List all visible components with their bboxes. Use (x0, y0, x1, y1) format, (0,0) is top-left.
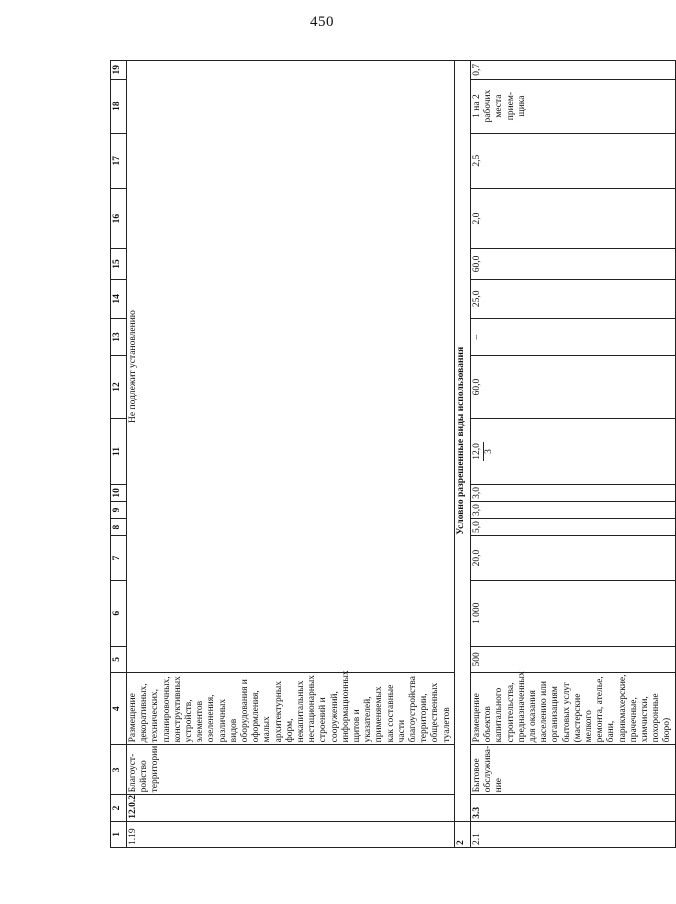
description-cell: Размещение объектов капитального строительства, предназначенных для оказания населению или организациям бытовых услуг (мастерские мелкого ремонта, ателье, бани, парикмахерские, прачечные, химчистки, похоронные бюро) (470, 673, 675, 745)
value-cell: 60,0 (470, 249, 675, 279)
header-cell: 9 (111, 501, 127, 518)
header-cell: 16 (111, 188, 127, 249)
fraction-cell (470, 419, 675, 485)
section-number-cell: 2 (454, 821, 470, 847)
value-cell: 2,5 (470, 133, 675, 188)
header-cell: 14 (111, 279, 127, 318)
fraction-denominator: 3 (484, 449, 495, 454)
value-cell: 5,0 (470, 519, 675, 536)
header-cell: 15 (111, 249, 127, 279)
header-cell: 5 (111, 646, 127, 672)
header-cell: 6 (111, 580, 127, 646)
row-number-cell: 2.1 (470, 821, 675, 847)
header-row (111, 61, 127, 848)
header-cell: 17 (111, 133, 127, 188)
table-row (470, 61, 675, 848)
parking-cell: 1 на 2 рабочих места прием-щика (470, 79, 675, 133)
value-cell: 0,7 (470, 61, 675, 80)
fraction (472, 442, 495, 461)
code-cell: 12.0.2 (127, 795, 455, 821)
value-cell: – (470, 319, 675, 356)
use-type-cell: Бытовое обслужива-ние (470, 745, 675, 795)
header-cell: 11 (111, 419, 127, 485)
header-cell: 18 (111, 79, 127, 133)
section-title: Условно разрешенные виды использования (454, 61, 470, 822)
table-row (127, 61, 455, 848)
header-cell: 13 (111, 319, 127, 356)
header-cell: 12 (111, 355, 127, 418)
code-cell: 3.3 (470, 795, 675, 821)
description-cell: Размещение декоративных, технических, планировочных, конструктивных устройств, элементов озеленения, различных видов оборудования и оформления, малых архитектурных форм, некапитальных нестационарных строений и сооружений, информационных щитов и указателей, применяемых как составные части благоустройства территории, общественных туалетов (127, 673, 455, 745)
value-cell: 25,0 (470, 279, 675, 318)
header-cell: 4 (111, 673, 127, 745)
use-type-cell: Благоуст-ройство территории (127, 745, 455, 795)
header-cell: 8 (111, 519, 127, 536)
row-number-cell: 1.19 (127, 821, 455, 847)
value-cell: 20,0 (470, 536, 675, 581)
page-number: 450 (310, 14, 334, 30)
value-cell: 1 000 (470, 580, 675, 646)
fraction-numerator: 12,0 (472, 442, 484, 461)
header-cell: 2 (111, 795, 127, 821)
header-cell: 3 (111, 745, 127, 795)
header-cell: 19 (111, 61, 127, 80)
header-cell: 1 (111, 821, 127, 847)
header-cell: 7 (111, 536, 127, 581)
header-cell: 10 (111, 484, 127, 501)
value-cell: 500 (470, 646, 675, 672)
value-cell: 2,0 (470, 188, 675, 249)
section-row (454, 61, 470, 848)
value-cell: 3,0 (470, 484, 675, 501)
value-cell: 3,0 (470, 501, 675, 518)
rotated-table-container (110, 60, 673, 848)
zoning-table (110, 60, 676, 848)
value-cell: 60,0 (470, 355, 675, 418)
not-established-note: Не подлежит установлению (127, 61, 455, 673)
